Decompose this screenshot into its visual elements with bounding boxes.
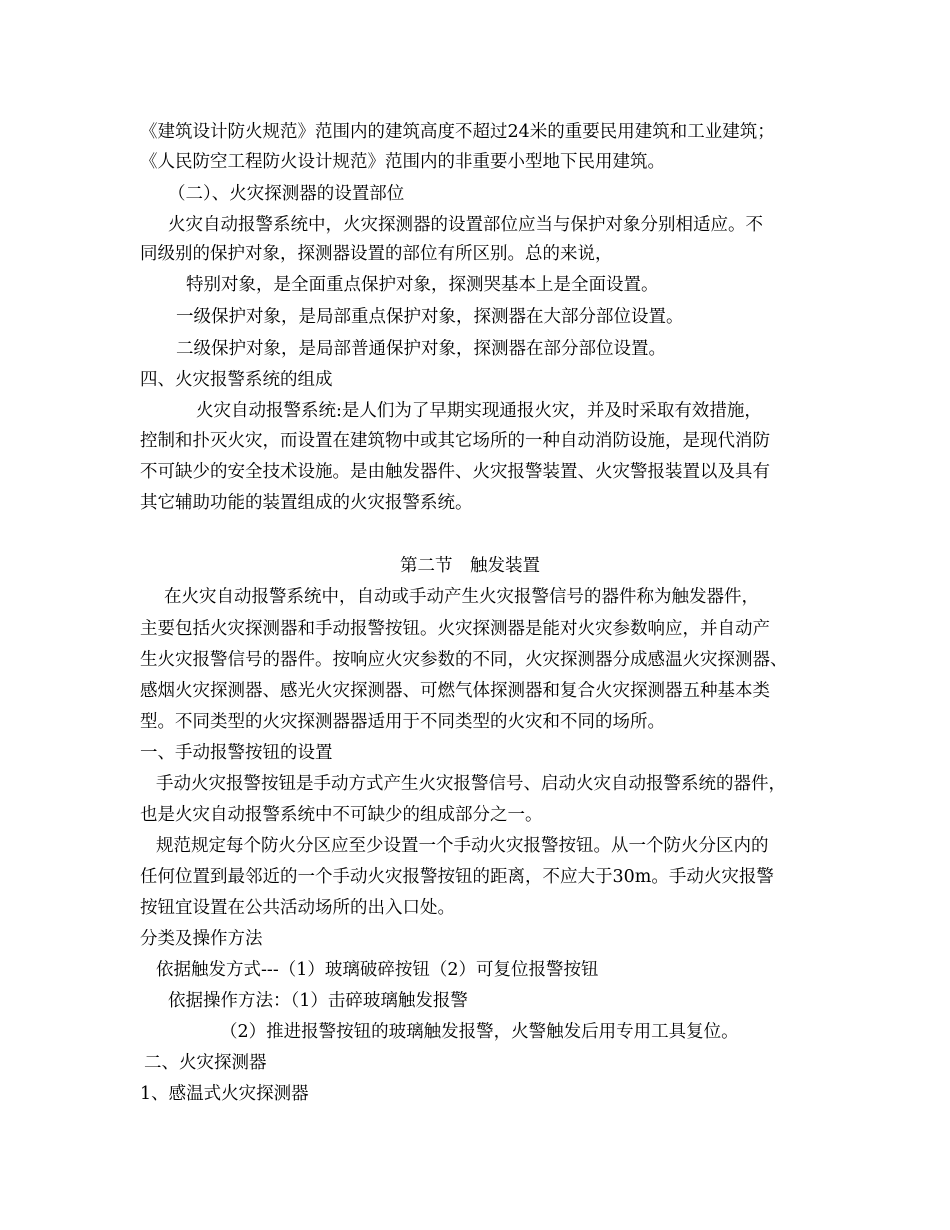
text-line-16: 主要包括火灾探测器和手动报警按钮。火灾探测器是能对火灾参数响应，并自动产 — [140, 619, 770, 639]
subheading-classification: 分类及操作方法 — [140, 929, 263, 949]
text-line-13: 其它辅助功能的装置组成的火灾报警系统。 — [140, 493, 473, 513]
text-line-17: 生火灾报警信号的器件。按响应火灾参数的不同，火灾探测器分成感温火灾探测器、 — [140, 650, 788, 670]
text-line-15: 在火灾自动报警系统中，自动或手动产生火灾报警信号的器件称为触发器件， — [164, 587, 759, 607]
subsection-heading-2: （二）、火灾探测器的设置部位 — [168, 184, 405, 204]
text-line-2: 《人民防空工程防火设计规范》范围内的非重要小型地下民用建筑。 — [140, 152, 665, 172]
text-line-23: 规范规定每个防火分区应至少设置一个手动火灾报警按钮。从一个防火分区内的 — [156, 836, 769, 856]
text-line-1: 《建筑设计防火规范》范围内的建筑高度不超过24米的重要民用建筑和工业建筑； — [140, 122, 775, 142]
text-line-18: 感烟火灾探测器、感光火灾探测器、可燃气体探测器和复合火灾探测器五种基本类 — [140, 681, 770, 701]
section-heading-manual-button: 一、手动报警按钮的设置 — [140, 743, 333, 763]
text-line-5: 同级别的保护对象，探测器设置的部位有所区别。总的来说， — [140, 244, 613, 264]
text-line-12: 不可缺少的安全技术设施。是由触发器件、火灾报警装置、火灾警报装置以及具有 — [140, 462, 770, 482]
subheading-thermal-detector: 1、感温式火灾探测器 — [140, 1084, 309, 1104]
text-line-4: 火灾自动报警系统中，火灾探测器的设置部位应当与保护对象分别相适应。不 — [168, 215, 763, 235]
text-line-11: 控制和扑灭火灾，而设置在建筑物中或其它场所的一种自动消防设施，是现代消防 — [140, 431, 770, 451]
text-line-10: 火灾自动报警系统:是人们为了早期实现通报火灾，并及时采取有效措施， — [196, 401, 762, 421]
text-line-25: 按钮宜设置在公共活动场所的出入口处。 — [140, 898, 455, 918]
text-line-21: 手动火灾报警按钮是手动方式产生火灾报警信号、启动火灾自动报警系统的器件， — [156, 774, 786, 794]
text-line-19: 型。不同类型的火灾探测器器适用于不同类型的火灾和不同的场所。 — [140, 712, 665, 732]
section-heading-4: 四、火灾报警系统的组成 — [140, 370, 333, 390]
text-line-7: 一级保护对象，是局部重点保护对象，探测器在大部分部位设置。 — [176, 307, 684, 327]
text-line-28: 依据操作方法：（1）击碎玻璃触发报警 — [168, 991, 468, 1011]
section-title: 第二节 触发装置 — [400, 556, 540, 576]
text-line-29: （2）推进报警按钮的玻璃触发报警，火警触发后用专用工具复位。 — [220, 1022, 739, 1042]
text-line-24: 任何位置到最邻近的一个手动火灾报警按钮的距离，不应大于30m。手动火灾报警 — [140, 867, 774, 887]
text-line-27: 依据触发方式---（1）玻璃破碎按钮（2）可复位报警按钮 — [156, 960, 599, 980]
section-heading-detector: 二、火灾探测器 — [144, 1053, 267, 1073]
text-line-6: 特别对象，是全面重点保护对象，探测哭基本上是全面设置。 — [186, 275, 659, 295]
text-line-22: 也是火灾自动报警系统中不可缺少的组成部分之一。 — [140, 805, 543, 825]
text-line-8: 二级保护对象，是局部普通保护对象，探测器在部分部位设置。 — [176, 339, 666, 359]
